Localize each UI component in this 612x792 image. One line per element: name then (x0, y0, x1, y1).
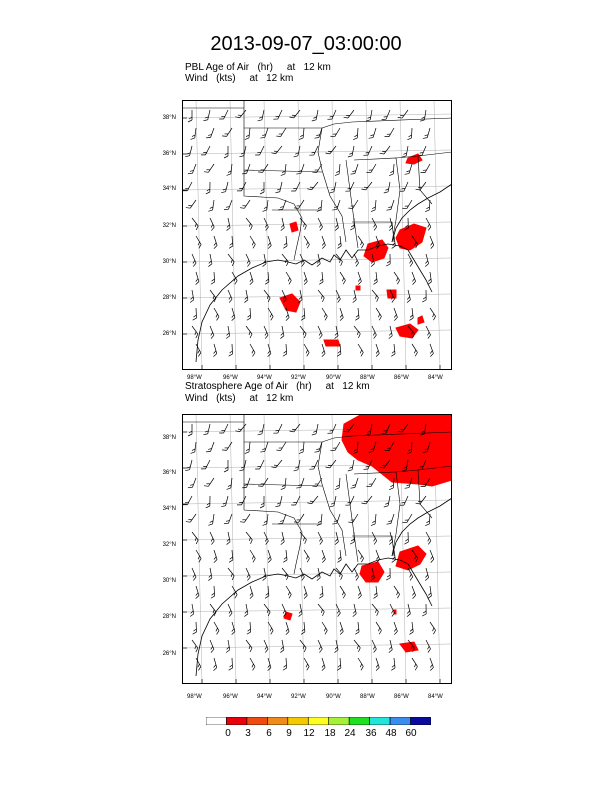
lat-label: 36°N (162, 151, 176, 157)
lat-label: 30°N (162, 259, 176, 265)
panel-stratosphere-map (182, 414, 452, 684)
lon-label: 84°W (428, 375, 443, 381)
colorbar-tick-label: 0 (225, 728, 231, 739)
lon-label: 86°W (394, 375, 409, 381)
colorbar-tick-label: 24 (344, 728, 356, 739)
lon-label: 84°W (428, 694, 443, 700)
lon-label: 96°W (223, 694, 238, 700)
colorbar-swatch (308, 717, 328, 725)
lon-label: 94°W (257, 375, 272, 381)
colorbar-tick-label: 3 (245, 728, 251, 739)
panel2-wind-label: Wind (kts) at 12 km (185, 393, 294, 404)
panel-pbl-map (182, 100, 452, 370)
colorbar-swatch (226, 717, 246, 725)
panel2-field-label: Stratosphere Age of Air (hr) at 12 km (185, 381, 370, 392)
lat-label: 38°N (162, 115, 176, 121)
lat-label: 32°N (162, 223, 176, 229)
colorbar (206, 717, 431, 725)
lat-label: 36°N (162, 470, 176, 476)
lon-label: 86°W (394, 694, 409, 700)
lon-label: 96°W (223, 375, 238, 381)
lat-label: 32°N (162, 542, 176, 548)
colorbar-swatch (206, 717, 226, 725)
lon-label: 90°W (326, 375, 341, 381)
colorbar-swatch (349, 717, 369, 725)
colorbar-swatch (267, 717, 287, 725)
map-title: 2013-09-07_03:00:00 (210, 33, 402, 55)
plume-region (290, 222, 298, 232)
lat-label: 38°N (162, 435, 176, 441)
lon-label: 88°W (360, 694, 375, 700)
lat-label: 30°N (162, 578, 176, 584)
colorbar-swatch (288, 717, 308, 725)
lat-label: 28°N (162, 614, 176, 620)
lat-label: 26°N (162, 651, 176, 657)
colorbar-tick-label: 12 (303, 728, 315, 739)
stratosphere-map-canvas (182, 414, 452, 684)
plume-region (356, 286, 360, 290)
colorbar-swatch (370, 717, 390, 725)
lon-label: 98°W (187, 694, 202, 700)
colorbar-tick-label: 6 (266, 728, 272, 739)
lon-label: 94°W (257, 694, 272, 700)
colorbar-tick-label: 18 (324, 728, 336, 739)
lon-label: 98°W (187, 375, 202, 381)
panel1-field-label: PBL Age of Air (hr) at 12 km (185, 62, 331, 73)
colorbar-tick-label: 48 (385, 728, 397, 739)
colorbar-tick-label: 36 (365, 728, 377, 739)
panel1-wind-label: Wind (kts) at 12 km (185, 73, 294, 84)
lon-label: 90°W (326, 694, 341, 700)
colorbar-swatch (411, 717, 431, 725)
lon-label: 92°W (291, 375, 306, 381)
colorbar-tick-label: 9 (286, 728, 292, 739)
plume-region (284, 612, 292, 620)
lon-label: 88°W (360, 375, 375, 381)
lat-label: 28°N (162, 295, 176, 301)
colorbar-tick-label: 60 (405, 728, 417, 739)
lat-label: 34°N (162, 506, 176, 512)
lat-label: 34°N (162, 186, 176, 192)
plume-region (324, 340, 340, 346)
colorbar-swatch (329, 717, 349, 725)
pbl-map-canvas (182, 100, 452, 370)
lon-label: 92°W (291, 694, 306, 700)
lat-label: 26°N (162, 331, 176, 337)
colorbar-swatch (390, 717, 410, 725)
plume-region (387, 290, 396, 298)
colorbar-swatch (247, 717, 267, 725)
